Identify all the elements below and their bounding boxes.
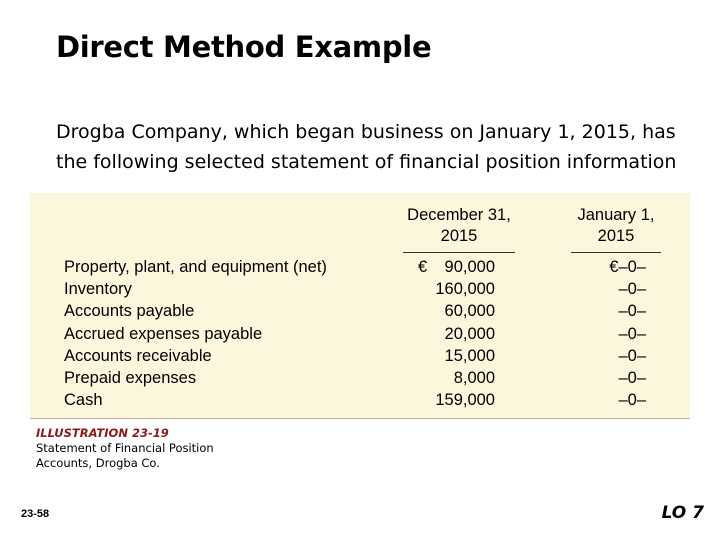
row-label: Cash bbox=[64, 391, 103, 410]
row-label: Accounts payable bbox=[64, 302, 195, 321]
december-amount: 90,000 bbox=[444, 258, 495, 276]
january-value: –0– bbox=[618, 324, 646, 343]
slide-title: Direct Method Example bbox=[56, 30, 432, 64]
table-row bbox=[30, 256, 690, 278]
december-value: 159,000 bbox=[435, 391, 495, 410]
column-header-december-line2: 2015 bbox=[440, 227, 478, 245]
december-value: 8,000 bbox=[453, 368, 495, 387]
column-header-january-line1: January 1, bbox=[577, 206, 655, 224]
column-header-january bbox=[571, 205, 661, 253]
row-label: Inventory bbox=[64, 280, 132, 299]
january-value: –0– bbox=[618, 302, 646, 321]
row-label: Property, plant, and equipment (net) bbox=[64, 258, 327, 276]
december-value: 160,000 bbox=[435, 280, 495, 299]
financial-position-table bbox=[30, 193, 690, 419]
column-header-underline bbox=[403, 252, 515, 253]
column-header-december bbox=[403, 205, 515, 253]
column-header-underline bbox=[571, 252, 661, 253]
illustration-number: ILLUSTRATION 23-19 bbox=[36, 426, 169, 440]
intro-text: Drogba Company, which began business on January 1, 2015, has the following selected statement of financial position information bbox=[56, 121, 677, 173]
january-value: –0– bbox=[618, 280, 646, 299]
row-label: Accrued expenses payable bbox=[64, 324, 263, 343]
caption-line: Accounts, Drogba Co. bbox=[36, 456, 160, 470]
table-row bbox=[30, 323, 690, 345]
january-value: –0– bbox=[618, 346, 646, 365]
table-row bbox=[30, 278, 690, 300]
january-value: –0– bbox=[618, 368, 646, 387]
december-value: 20,000 bbox=[444, 324, 495, 343]
table-row bbox=[30, 300, 690, 322]
january-value: –0– bbox=[618, 391, 646, 410]
column-header-january-line2: 2015 bbox=[597, 227, 635, 245]
learning-objective: LO 7 bbox=[661, 503, 704, 523]
december-value: 60,000 bbox=[444, 302, 495, 321]
row-label: Accounts receivable bbox=[64, 346, 212, 365]
slide-number: 23-58 bbox=[21, 508, 50, 520]
december-value bbox=[415, 256, 495, 278]
illustration-caption bbox=[36, 426, 214, 471]
january-value: €–0– bbox=[609, 258, 646, 276]
row-label: Prepaid expenses bbox=[64, 368, 197, 387]
column-header-december-line1: December 31, bbox=[407, 206, 511, 224]
table-row bbox=[30, 367, 690, 389]
table-body bbox=[30, 256, 690, 411]
table-row bbox=[30, 389, 690, 411]
currency-symbol: € bbox=[418, 258, 428, 276]
table-row bbox=[30, 345, 690, 367]
caption-line: Statement of Financial Position bbox=[36, 441, 214, 455]
december-value: 15,000 bbox=[444, 346, 495, 365]
